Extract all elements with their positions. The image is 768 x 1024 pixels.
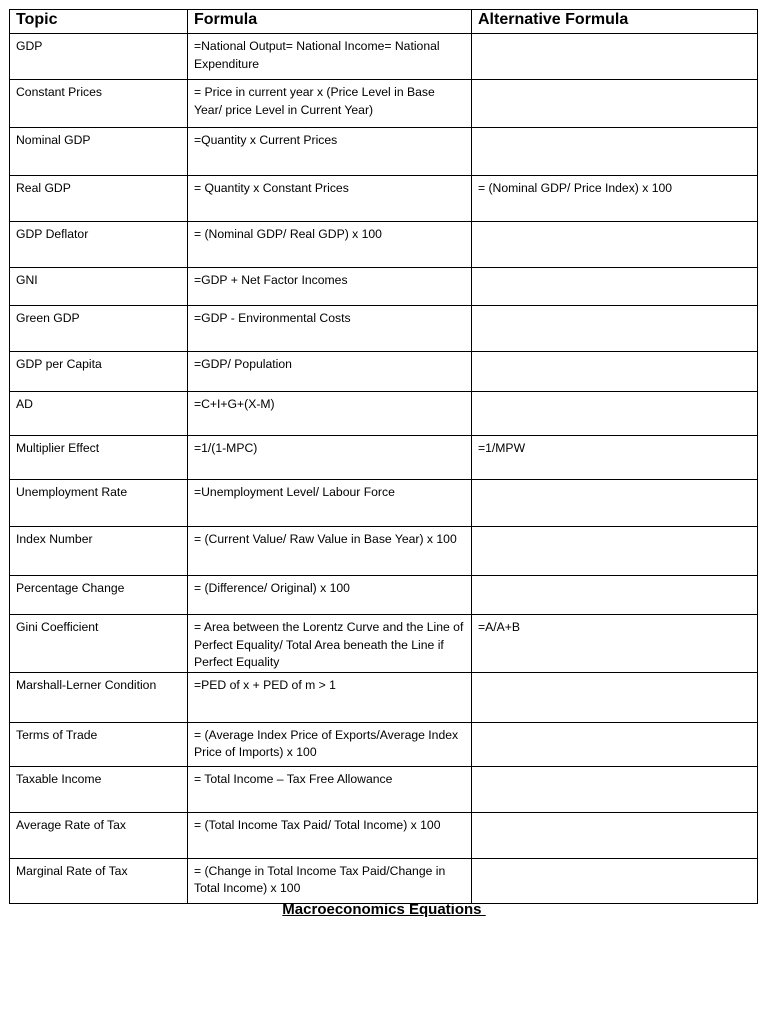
topic-cell: Percentage Change: [10, 576, 188, 615]
topic-cell: GDP: [10, 34, 188, 80]
header-alternative-formula: Alternative Formula: [472, 10, 758, 34]
formula-cell: = Total Income – Tax Free Allowance: [188, 766, 472, 812]
alt-formula-cell: [472, 576, 758, 615]
table-row: [10, 128, 758, 176]
document-title: Macroeconomics Equations: [282, 901, 486, 918]
formula-cell: =Quantity x Current Prices: [188, 128, 472, 176]
table-row: [10, 176, 758, 222]
topic-cell: Marginal Rate of Tax: [10, 858, 188, 903]
header-topic: Topic: [10, 10, 188, 34]
alt-formula-cell: =1/MPW: [472, 436, 758, 480]
formula-cell: =C+I+G+(X-M): [188, 392, 472, 436]
alt-formula-cell: [472, 222, 758, 268]
topic-cell: Real GDP: [10, 176, 188, 222]
alt-formula-cell: [472, 268, 758, 306]
table-row: [10, 672, 758, 722]
formula-cell: = (Current Value/ Raw Value in Base Year) x 100: [188, 527, 472, 576]
topic-cell: Average Rate of Tax: [10, 812, 188, 858]
alt-formula-cell: [472, 80, 758, 128]
table-row: [10, 268, 758, 306]
table-row: [10, 858, 758, 903]
table-row: [10, 306, 758, 352]
alt-formula-cell: [472, 722, 758, 766]
topic-cell: Marshall-Lerner Condition: [10, 672, 188, 722]
alt-formula-cell: [472, 480, 758, 527]
topic-cell: Terms of Trade: [10, 722, 188, 766]
formula-cell: = (Average Index Price of Exports/Average Index Price of Imports) x 100: [188, 722, 472, 766]
topic-cell: Multiplier Effect: [10, 436, 188, 480]
topic-cell: Index Number: [10, 527, 188, 576]
table-row: [10, 480, 758, 527]
formula-cell: = Quantity x Constant Prices: [188, 176, 472, 222]
topic-cell: GDP per Capita: [10, 352, 188, 392]
alt-formula-cell: [472, 306, 758, 352]
formula-cell: =National Output= National Income= National Expenditure: [188, 34, 472, 80]
formula-cell: =1/(1-MPC): [188, 436, 472, 480]
topic-cell: GDP Deflator: [10, 222, 188, 268]
alt-formula-cell: [472, 858, 758, 903]
alt-formula-cell: [472, 527, 758, 576]
topic-cell: Green GDP: [10, 306, 188, 352]
formula-cell: = (Change in Total Income Tax Paid/Change in Total Income) x 100: [188, 858, 472, 903]
formula-cell: = Area between the Lorentz Curve and the Line of Perfect Equality/ Total Area beneath the Line if Perfect Equality: [188, 615, 472, 673]
alt-formula-cell: [472, 672, 758, 722]
formula-cell: = (Nominal GDP/ Real GDP) x 100: [188, 222, 472, 268]
table-row: [10, 222, 758, 268]
table-row: [10, 80, 758, 128]
table-row: [10, 352, 758, 392]
table-row: [10, 766, 758, 812]
formula-cell: =Unemployment Level/ Labour Force: [188, 480, 472, 527]
header-formula: Formula: [188, 10, 472, 34]
topic-cell: GNI: [10, 268, 188, 306]
table-row: [10, 392, 758, 436]
table-row: [10, 576, 758, 615]
alt-formula-cell: [472, 352, 758, 392]
formula-cell: =GDP + Net Factor Incomes: [188, 268, 472, 306]
topic-cell: Taxable Income: [10, 766, 188, 812]
table-row: [10, 34, 758, 80]
formula-cell: =GDP - Environmental Costs: [188, 306, 472, 352]
topic-cell: Gini Coefficient: [10, 615, 188, 673]
formula-cell: =GDP/ Population: [188, 352, 472, 392]
formula-cell: = (Total Income Tax Paid/ Total Income) x 100: [188, 812, 472, 858]
topic-cell: Unemployment Rate: [10, 480, 188, 527]
topic-cell: Nominal GDP: [10, 128, 188, 176]
table-row: [10, 436, 758, 480]
table-row: [10, 812, 758, 858]
alt-formula-cell: [472, 392, 758, 436]
formula-cell: =PED of x + PED of m > 1: [188, 672, 472, 722]
alt-formula-cell: [472, 128, 758, 176]
topic-cell: AD: [10, 392, 188, 436]
table-row: [10, 615, 758, 673]
alt-formula-cell: [472, 766, 758, 812]
alt-formula-cell: =A/A+B: [472, 615, 758, 673]
alt-formula-cell: [472, 812, 758, 858]
formula-cell: = Price in current year x (Price Level in Base Year/ price Level in Current Year): [188, 80, 472, 128]
header-row: [10, 10, 758, 34]
formula-table: [9, 9, 758, 904]
table-row: [10, 527, 758, 576]
alt-formula-cell: = (Nominal GDP/ Price Index) x 100: [472, 176, 758, 222]
formula-cell: = (Difference/ Original) x 100: [188, 576, 472, 615]
table-row: [10, 722, 758, 766]
alt-formula-cell: [472, 34, 758, 80]
topic-cell: Constant Prices: [10, 80, 188, 128]
